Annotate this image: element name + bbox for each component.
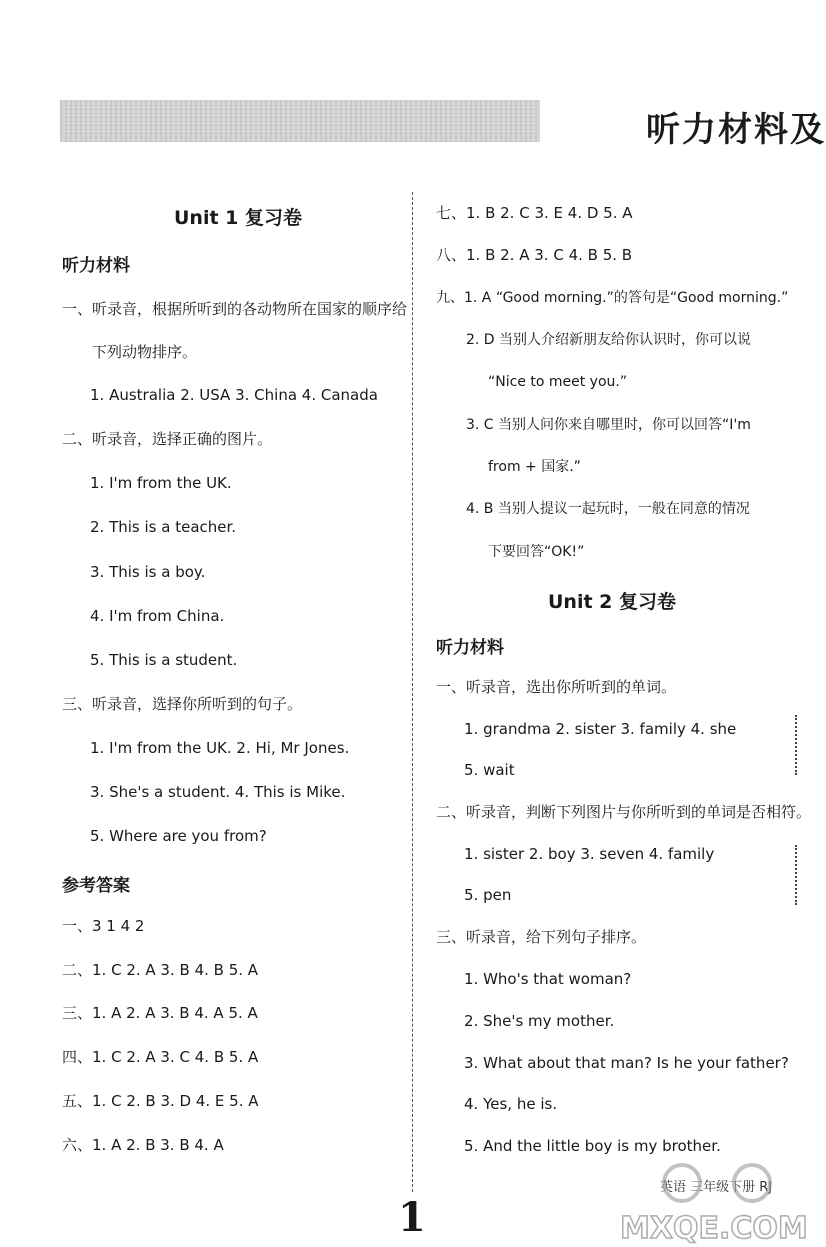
unit1-q2-item: 2. This is a teacher. [90, 518, 237, 536]
column-divider [412, 192, 413, 1192]
unit1-q2-item: 4. I'm from China. [90, 607, 225, 625]
unit2-q3-item: 1. Who's that woman? [464, 970, 632, 988]
unit2-q3-item: 5. And the little boy is my brother. [464, 1137, 721, 1155]
unit1-q9-line: “Nice to meet you.” [488, 374, 628, 390]
unit1-answer-row: 八、1. B 2. A 3. C 4. B 5. B [436, 246, 633, 264]
unit1-answer-row: 一、3 1 4 2 [62, 917, 145, 935]
unit1-q9-line: 下要回答“OK!” [488, 544, 585, 560]
unit1-listening-heading: 听力材料 [62, 256, 130, 276]
svg-text:MXQE.COM: MXQE.COM [620, 1211, 808, 1246]
unit1-q1-line1: 一、听录音，根据所听到的各动物所在国家的顺序给 [62, 300, 408, 318]
unit1-answer-row: 四、1. C 2. A 3. C 4. B 5. A [62, 1048, 259, 1066]
edge-dots-upper [795, 715, 797, 775]
unit1-answer-row: 二、1. C 2. A 3. B 4. B 5. A [62, 961, 259, 979]
unit1-answers-heading: 参考答案 [62, 876, 130, 896]
unit1-q3-head: 三、听录音，选择你所听到的句子。 [62, 695, 303, 713]
unit2-q3-item: 2. She's my mother. [464, 1012, 615, 1030]
unit1-q3-item: 5. Where are you from? [90, 827, 267, 845]
edge-dots-lower [795, 845, 797, 905]
watermark-logo [600, 1150, 808, 1247]
unit2-q1-head: 一、听录音，选出你所听到的单词。 [436, 678, 677, 696]
header-banner [60, 100, 540, 142]
unit1-q2-item: 5. This is a student. [90, 651, 238, 669]
unit2-listening-heading: 听力材料 [436, 638, 504, 658]
unit1-q9-line: 2. D 当别人介绍新朋友给你认识时，你可以说 [466, 332, 752, 348]
unit2-q1-item: 5. wait [464, 761, 515, 779]
unit2-q2-head: 二、听录音，判断下列图片与你所听到的单词是否相符。 [436, 803, 812, 821]
unit1-q2-item: 1. I'm from the UK. [90, 474, 232, 492]
unit1-q9-line: 4. B 当别人提议一起玩时，一般在同意的情况 [466, 501, 750, 517]
unit1-q2-item: 3. This is a boy. [90, 563, 206, 581]
unit1-answer-row: 七、1. B 2. C 3. E 4. D 5. A [436, 204, 633, 222]
unit1-title: Unit 1 复习卷 [174, 207, 302, 229]
unit2-q1-item: 1. grandma 2. sister 3. family 4. she [464, 720, 737, 738]
unit2-q3-head: 三、听录音，给下列句子排序。 [436, 928, 647, 946]
unit1-q9-line: 3. C 当别人问你来自哪里时，你可以回答“I'm [466, 417, 751, 433]
unit2-title: Unit 2 复习卷 [548, 591, 676, 613]
unit1-answer-row: 五、1. C 2. B 3. D 4. E 5. A [62, 1092, 259, 1110]
unit1-q1-answer: 1. Australia 2. USA 3. China 4. Canada [90, 386, 378, 404]
unit1-q3-item: 1. I'm from the UK. 2. Hi, Mr Jones. [90, 739, 350, 757]
unit1-answer-row: 三、1. A 2. A 3. B 4. A 5. A [62, 1004, 258, 1022]
unit1-q1-line2: 下列动物排序。 [92, 343, 198, 361]
unit1-answer-row: 六、1. A 2. B 3. B 4. A [62, 1136, 224, 1154]
page-number: 1 [398, 1194, 426, 1241]
unit2-q3-item: 4. Yes, he is. [464, 1095, 558, 1113]
page-header-title: 听力材料及 [646, 110, 826, 150]
unit1-q9-line: 九、1. A “Good morning.”的答句是“Good morning.” [436, 290, 789, 306]
unit2-q2-item: 5. pen [464, 886, 512, 904]
footer-label: 英语 三年级下册 RJ [660, 1180, 773, 1195]
unit1-q2-head: 二、听录音，选择正确的图片。 [62, 430, 273, 448]
unit1-q9-line: from + 国家.” [488, 459, 581, 475]
unit1-q3-item: 3. She's a student. 4. This is Mike. [90, 783, 346, 801]
unit2-q2-item: 1. sister 2. boy 3. seven 4. family [464, 845, 715, 863]
unit2-q3-item: 3. What about that man? Is he your father? [464, 1054, 789, 1072]
